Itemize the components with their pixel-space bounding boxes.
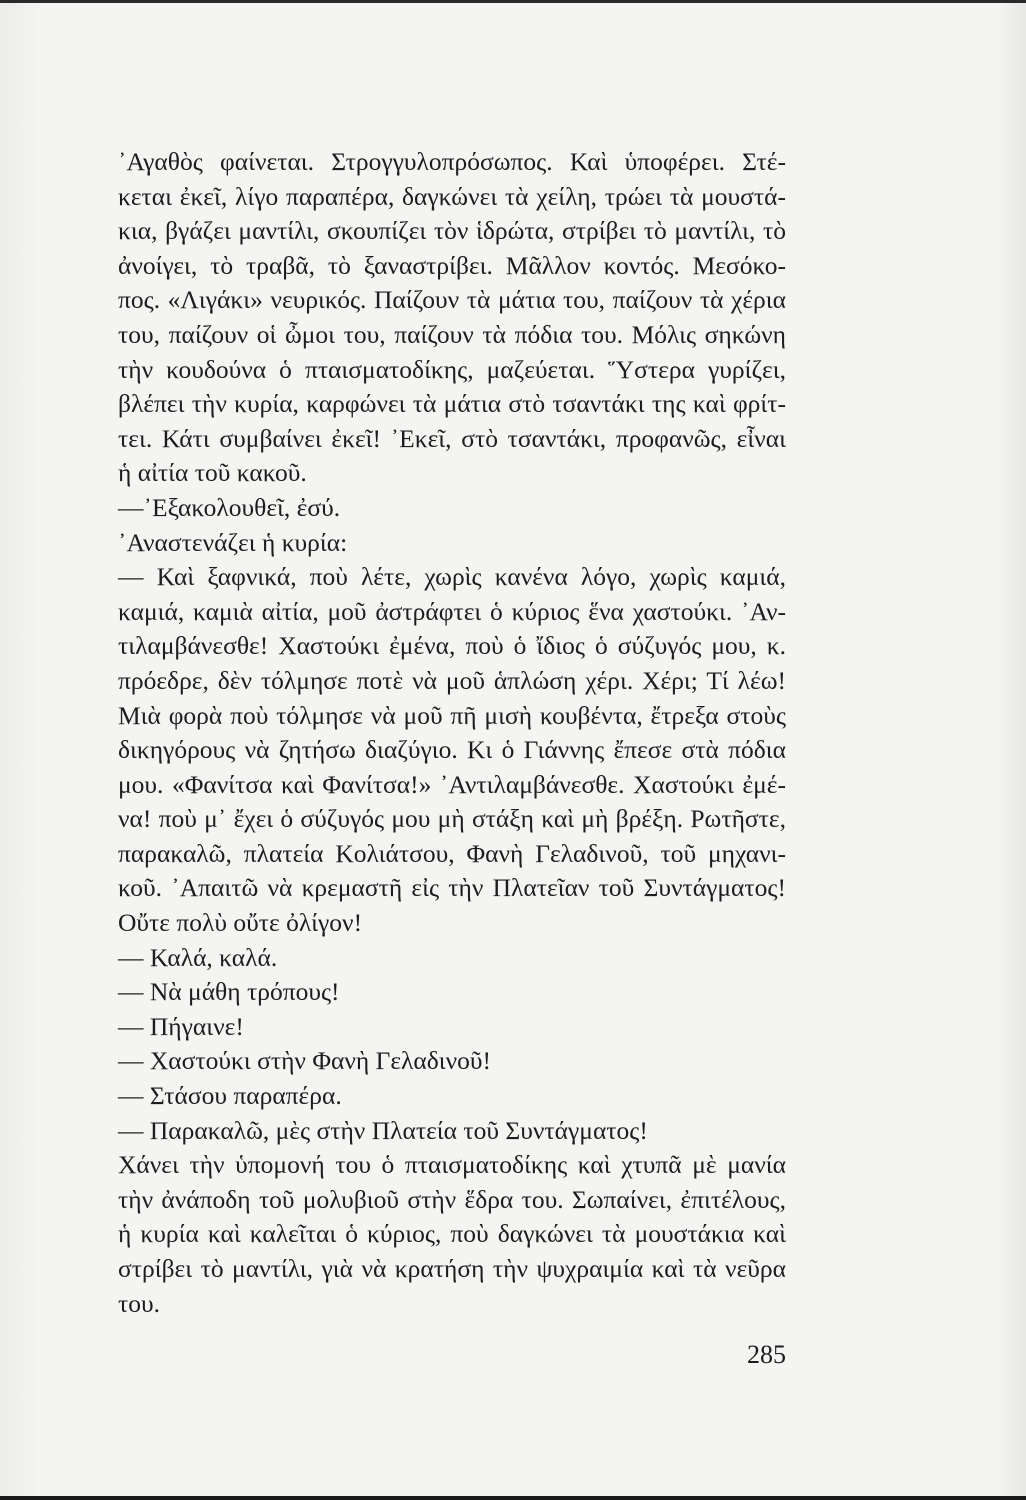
text-line: ᾿Αγαθὸς φαίνεται. Στρογγυλοπρόσωπος. Καὶ ὑποφέρει. Στέ-	[118, 147, 786, 176]
text-line: δικηγόρους νὰ ζητήσω διαζύγιο. Κι ὁ Γιάννης ἔπεσε στὰ πόδια	[118, 735, 786, 765]
text-line: ἡ κυρία καὶ καλεῖται ὁ κύριος, ποὺ δαγκώνει τὰ μουστάκια καὶ	[118, 1219, 786, 1249]
page-bottom-edge	[0, 1496, 1026, 1500]
text-line: τιλαμβάνεσθε! Χαστούκι ἐμένα, ποὺ ὁ ἴδιος ὁ σύζυγός μου, κ.	[118, 631, 786, 661]
text-line: τει. Κάτι συμβαίνει ἐκεῖ! ᾿Εκεῖ, στὸ τσαντάκι, προφανῶς, εἶναι	[118, 423, 786, 453]
text-line: — Παρακαλῶ, μὲς στὴν Πλατεία τοῦ Συντάγματος!	[118, 1115, 648, 1145]
text-line: Οὔτε πολὺ οὔτε ὀλίγον!	[118, 908, 363, 938]
text-line: μου. «Φανίτσα καὶ Φανίτσα!» ᾿Αντιλαμβάνεσθε. Χαστούκι ἐμέ-	[118, 769, 786, 799]
text-line: Μιὰ φορὰ ποὺ τόλμησε νὰ μοῦ πῆ μισὴ κουβέντα, ἔτρεξα στοὺς	[118, 700, 786, 730]
text-line: να! ποὺ μ᾿ ἔχει ὁ σύζυγός μου μὴ στάξη καὶ μὴ βρέξη. Ρωτῆστε,	[118, 804, 786, 834]
text-line: — Πήγαινε!	[118, 1011, 244, 1041]
text-line: τὴν κουδούνα ὁ πταισματοδίκης, μαζεύεται. Ὕστερα γυρίζει,	[118, 354, 786, 384]
body-text	[118, 145, 786, 1321]
text-line: — Καὶ ξαφνικά, ποὺ λέτε, χωρὶς κανένα λόγο, χωρὶς καμιά,	[118, 562, 786, 592]
page-top-edge	[0, 0, 1026, 3]
text-line: — Καλά, καλά.	[118, 942, 278, 972]
text-line: πος. «Λιγάκι» νευρικός. Παίζουν τὰ μάτια του, παίζουν τὰ χέρια	[118, 285, 786, 315]
text-line: — Χαστούκι στὴν Φανὴ Γελαδινοῦ!	[118, 1046, 492, 1076]
text-line: παρακαλῶ, πλατεία Κολιάτσου, Φανὴ Γελαδινοῦ, τοῦ μηχανι-	[118, 838, 786, 868]
text-line: του.	[118, 1288, 160, 1318]
text-line: κια, βγάζει μαντίλι, σκουπίζει τὸν ἱδρώτα, στρίβει τὸ μαντίλι, τὸ	[118, 216, 786, 246]
text-line: ἀνοίγει, τὸ τραβᾶ, τὸ ξαναστρίβει. Μᾶλλον κοντός. Μεσόκο-	[118, 250, 786, 280]
text-line: βλέπει τὴν κυρία, καρφώνει τὰ μάτια στὸ τσαντάκι της καὶ φρίτ-	[118, 389, 786, 419]
text-line: Χάνει τὴν ὑπομονή του ὁ πταισματοδίκης καὶ χτυπᾶ μὲ μανία	[118, 1150, 786, 1180]
text-line: κεται ἐκεῖ, λίγο παραπέρα, δαγκώνει τὰ χείλη, τρώει τὰ μουστά-	[118, 181, 786, 211]
text-line: του, παίζουν οἱ ὦμοι του, παίζουν τὰ πόδια του. Μόλις σηκώνη	[118, 319, 786, 349]
text-line: ἡ αἰτία τοῦ κακοῦ.	[118, 458, 307, 488]
text-line: πρόεδρε, δὲν τόλμησε ποτὲ νὰ μοῦ ἁπλώση χέρι. Χέρι; Τί λέω!	[118, 665, 786, 695]
text-line: ᾿Αναστενάζει ἡ κυρία:	[118, 527, 348, 557]
text-line: — Στάσου παραπέρα.	[118, 1081, 342, 1111]
text-line: τὴν ἀνάποδη τοῦ μολυβιοῦ στὴν ἕδρα του. Σωπαίνει, ἐπιτέλους,	[118, 1184, 786, 1214]
text-line: κοῦ. ᾿Απαιτῶ νὰ κρεμαστῆ εἰς τὴν Πλατεῖαν τοῦ Συντάγματος!	[118, 873, 786, 903]
text-line: στρίβει τὸ μαντίλι, γιὰ νὰ κρατήση τὴν ψυχραιμία καὶ τὰ νεῦρα	[118, 1254, 786, 1283]
page-number: 285	[747, 1340, 786, 1369]
text-line: —᾿Εξακολουθεῖ, ἐσύ.	[118, 492, 341, 522]
text-line: καμιά, καμιὰ αἰτία, μοῦ ἀστράφτει ὁ κύριος ἕνα χαστούκι. ᾿Αν-	[118, 596, 786, 626]
text-line: — Νὰ μάθη τρόπους!	[118, 977, 340, 1007]
